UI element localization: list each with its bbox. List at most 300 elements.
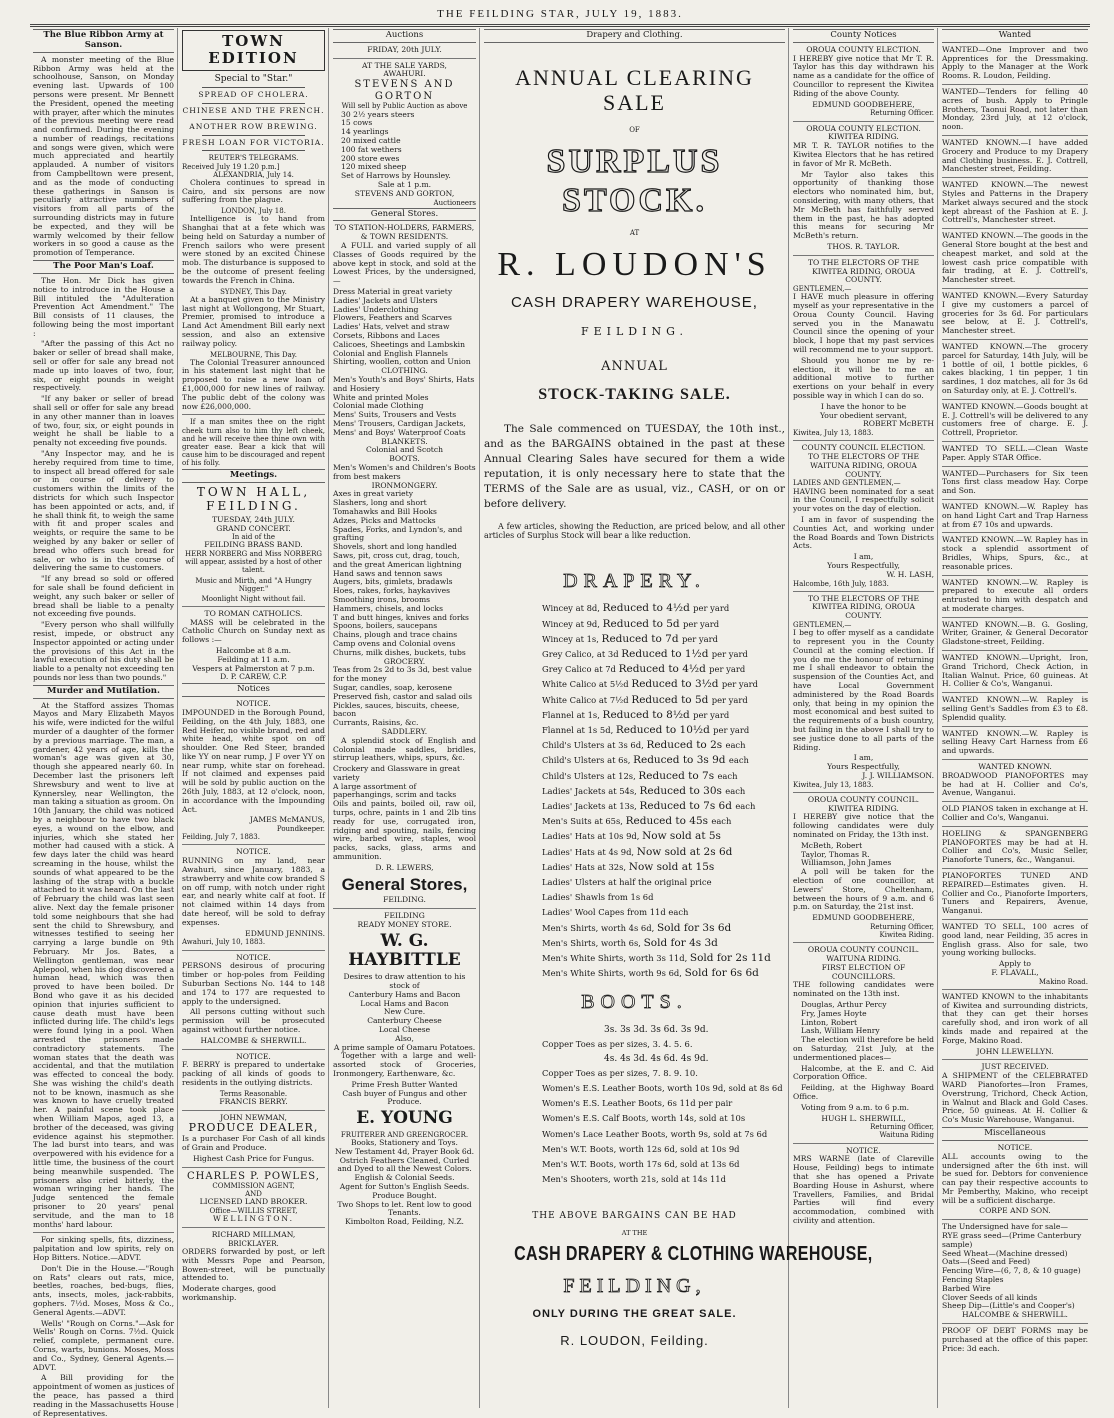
auction-date: FRIDAY, 20th JULY. <box>367 44 442 54</box>
cash-warehouse-title: CASH DRAPERY & CLOTHING WAREHOUSE, <box>514 1243 873 1266</box>
price-unit: per yard <box>711 648 748 659</box>
auction-item: 120 mixed sheep <box>341 162 407 172</box>
notice-text: PERSONS desirous of procuring timber or hop-poles from Feilding Suburban Sections No. 144 to 148 and 174 to 177 are requested to apply to the undersigned. <box>182 961 325 1006</box>
notice-closing: Yours Respectfully, <box>827 560 900 570</box>
notice-signature: Poundkeeper. <box>276 825 325 834</box>
store-item: Chains, plough and trace chains <box>333 630 458 640</box>
original-price: Ladies' Jackets at 13s, <box>542 800 640 811</box>
original-price: Ladies' Hats at 10s 9d, <box>542 831 643 842</box>
boot-price-list <box>484 1081 785 1187</box>
warehouse-name: CASH DRAPERY WAREHOUSE, <box>511 294 758 312</box>
divider <box>942 989 1088 990</box>
divider <box>202 119 305 120</box>
annual-label: ANNUAL <box>601 358 668 374</box>
store-item: Adzes, Picks and Mattocks <box>333 515 436 525</box>
original-price: Men's White Shirts, worth 3s 11d, <box>542 953 690 964</box>
price-unit: per yard <box>693 709 730 720</box>
dateline: SYDNEY, This Day. <box>220 287 287 296</box>
telegram-text: Intelligence is to hand from Shanghai that at a fete which was being held on Saturday a number of French sailors who were present were stoned by an excited Chinese mob. The disturbance is supposed to be the outcome of present feeling towards the French in China. <box>182 214 325 285</box>
special-label: Special to "Star." <box>214 73 293 84</box>
store-item: A large assortment of paperhangings, scrim and tacks <box>333 781 457 800</box>
store-category: CLOTHING. <box>381 366 428 376</box>
town-name: FEILDING. <box>581 324 688 338</box>
sale-item: Barbed Wire <box>942 1283 991 1293</box>
notice-closing: I have the honor to be <box>820 401 907 411</box>
notice-signature: ROBERT McBETH <box>863 419 934 429</box>
column-6 <box>939 28 1091 1408</box>
advert-line: Cash buyer of Fungus and other Produce. <box>342 1088 467 1107</box>
sale-item: Oats—(Seed and Feed) <box>942 1257 1031 1267</box>
wanted-item: OLD PIANOS taken in exchange at H. Collier and Co's, Wanganui. <box>942 804 1088 823</box>
price-row <box>542 769 785 784</box>
notice-signature: Returning Officer. <box>870 109 934 118</box>
column-3 <box>330 28 480 1408</box>
divider <box>793 255 934 256</box>
price-row <box>542 799 785 814</box>
haybittle-title: W. G. HAYBITTLE <box>348 930 461 971</box>
advert-name: JOHN NEWMAN, <box>220 1112 287 1122</box>
hall-concert: GRAND CONCERT. <box>216 523 291 533</box>
notice-text: F. BERRY is prepared to undertake packing of all kinds of goods to residents in the outlying districts. <box>182 1060 325 1087</box>
advert-line: Two Shops to let. Rent low to good Tenants. <box>337 1199 472 1218</box>
store-item: Teas from 2s 2d to 3s 3d, best value for the money <box>333 665 472 684</box>
store-item: Saws, pit, cross cut, drag, touch, and the great American lightning <box>333 550 462 569</box>
price-unit: per yard <box>721 679 758 690</box>
notice-greeting: GENTLEMEN,— <box>793 621 852 630</box>
notice-signature: HALCOMBE & SHERWILL. <box>200 1035 307 1045</box>
divider <box>942 650 1088 651</box>
boot-sizes: 3s. 3s 3d. 3s 6d. 3s 9d. <box>604 1024 709 1035</box>
notice-text: I HEREBY give notice that Mr T. R. Taylor has this day withdrawn his name as a candidate for the office of Councillor to represent the Kiwitea Riding of the above County. <box>793 53 934 98</box>
wanted-item: WANTED KNOWN.—Goods bought at E. J. Cottrell's will be delivered to any customers free of charge. E. J. Cottrell, Proprietor. <box>942 401 1088 438</box>
auction-text: Sale at 1 p.m. <box>377 179 432 189</box>
notice-signature: JAMES McMANUS, <box>249 815 325 825</box>
original-price: Ladies' Hats at 32s, <box>542 861 629 872</box>
wanted-item: A SHIPMENT of the CELEBRATED WARD Pianofortes—Iron Frames, Overstrung, Trichord, Check Action, in Walnut and Black and Gold Cases. Price, 50 guineas. At H. Collier & Co's Music Warehouse, Wanganui. <box>942 1071 1088 1125</box>
telegram-headline: CHINESE AND THE FRENCH. <box>182 106 325 116</box>
divider <box>793 1143 934 1144</box>
store-item: Calicoes, Sheetings and Lambskin <box>333 339 466 349</box>
notice-heading: TO THE ELECTORS OF THE KIWITEA RIDING, OROUA COUNTY. <box>807 593 920 621</box>
candidate-name: Linton, Robert <box>801 1017 858 1027</box>
notice-greeting: GENTLEMEN,— <box>793 285 852 294</box>
notice-closing: I am, <box>853 552 874 562</box>
notice-heading: NOTICE. <box>236 952 271 962</box>
notice-text: I beg to offer myself as a candidate to represent you in the County Council at the coming election. If you do me the honour of returning me I shall endeavor to obtain the suspension of the Counties Act, and have Local Government administered by the Road Boards only, that being in my opinion the most economical and best suited to the requirements of a bush country, but failing in the above I shall try to see justice done to all parts of the Riding. <box>793 628 934 752</box>
original-price: Men's Shirts, worth 6s, <box>542 937 644 948</box>
price-row <box>542 677 785 692</box>
boot-price-row: Women's E.S. Leather Boots, 6s 11d per pair <box>542 1098 733 1109</box>
divider <box>182 1167 325 1168</box>
store-category: IRONMONGERY. <box>371 480 438 490</box>
received-heading: JUST RECEIVED. <box>981 1062 1049 1072</box>
advert-text: Together with a large and well-assorted stock of Groceries, Ironmongery, Earthenware, &c. <box>333 1051 476 1078</box>
sale-item: Seed Wheat—(Machine dressed) <box>942 1248 1068 1258</box>
store-item: T and butt hinges, knives and forks <box>333 612 469 622</box>
original-price: Child's Ulsters at 6s, <box>542 755 634 766</box>
store-item: Hoes, rakes, forks, haykavives <box>333 586 450 596</box>
original-price: White Calico at 5½d <box>542 679 632 690</box>
store-item: Dress Material in great variety <box>333 287 453 297</box>
notice-text: I HEREBY give notice that the following candidates were duly nominated on Friday, the 13th inst. <box>793 812 934 839</box>
reduced-price: Reduced to 1½d <box>621 647 712 660</box>
notice-heading: WAITUNA RIDING. <box>826 953 901 963</box>
notice-signature: Returning Officer, <box>870 922 934 931</box>
original-price: White Calico at 7½d <box>542 694 632 705</box>
store-item: Mens' Trousers, Cardigan Jackets, Mens' and Boys' Waterproof Coats <box>333 419 466 437</box>
divider <box>182 606 325 607</box>
price-row <box>542 860 785 875</box>
reduced-price: Reduced to 45s <box>625 815 712 828</box>
candidate-list <box>793 1001 934 1036</box>
original-price: Flannel at 1s, <box>542 709 603 720</box>
wanted-item: WANTED KNOWN.—The goods in the General Store bought at the best and cheapest market, and sold at the lowest cash price compatible with fair trading, at E. J. Cottrell's, Manchester street. <box>942 231 1088 285</box>
price-row <box>542 647 785 662</box>
auction-item: 30 2½ years steers <box>341 109 415 119</box>
article-title: The Poor Man's Loaf. <box>33 260 174 274</box>
auction-place: AWAHURI. <box>383 69 426 79</box>
price-unit: each <box>725 785 746 796</box>
telegram-text: The Colonial Treasurer announced in his statement last night that he proposed to raise a new loan of £1,000,000 for new lines of railway. The public debt of the colony was now £26,000,000. <box>182 357 325 411</box>
notice-text: IMPOUNDED in the Borough Pound, Feilding, on the 4th July, 1883, one Red Heifer, no visible brand, red and white head, white spot on off shoulder. One Red Steer, branded like YY on near rump, J F over YY on near rump, white star on forehead. If not claimed and expenses paid will be sold by public auction on the 26th July, 1883, at 12 o'clock, noon, in accordance with the Impounding Act. <box>182 707 325 814</box>
wanted-signature: Makino Road. <box>1038 977 1088 986</box>
original-price: Grey Calico, at 3d <box>542 648 622 659</box>
wanted-item: WANTED TO SELL.—Clean Waste Paper. Apply STAR Office. <box>942 443 1088 462</box>
wanted-signature: JOHN LLEWELLYN. <box>976 1046 1054 1056</box>
store-items <box>333 490 476 657</box>
store-item: White and printed Moles <box>333 392 429 402</box>
notice-signature: EDMUND GOODBEHERE, <box>812 913 915 923</box>
advert-name: CHARLES P. POWLES, <box>187 1170 320 1182</box>
article-paragraph: At the Stafford assizes Thomas Mayos and Mary Elizabeth Mayos his wife, were indicted for the wilful murder of a daughter of the former by a previous marriage. The man, a gardener, 42 years of age, kills the woman's age was given at 30, though she appeared nearly 60. In December last the prisoners left Shrewsbury and went to live at Kynnersley, near Wellington, the man taking a situation as groom. On 10th January, the child was noticed by a neighbour to have two black eyes, a wound on the elbow, and injuries, which she stated her mother had caused with a stick. A few days later the child was heard screaming in the house, whilst the sounds of what appeared to be the lashing of the strap with a buckle attached to it was heard. On the last of February the child was last seen alive. Next day the female prisoner told some neighbours that she had sent the child to Shrewsbury, and witnesses testified to seeing her carrying a large bundle on 9th February. Mr Jos. Bates, a Wellington gentleman, was near Aplepool, when his dog discovered a human head, which was then proved to have been boiled. Dr Bond who gave it as his decided opinion that injuries sufficient to cause death must have been inflicted during life. The child's legs were found lying in a pool. When arrested the prisoners made contradictory statements. The woman states that the death was accidental, and that the mutilation was effected to conceal the body. She was wishing the child's death not to be known, inasmuch as she was known to have cruelly treated her. A painful scene took place when William Mapos, aged 13, a brother of the deceased, was giving evidence against his stepmother. The lad burst into tears, and was overpowered with his evidence for a little time, the business of the court being meanwhile suspended. The prisoners also cried bitterly, the woman wringing her hands. The Judge sentenced the female prisoner to 20 years' penal servitude, and the man to 18 months' hard labour. <box>33 700 174 1229</box>
divider <box>942 288 1088 289</box>
notice-heading: OROUA COUNTY ELECTION. <box>806 44 921 54</box>
advert-line: Prime Fresh Butter Wanted <box>351 1079 458 1089</box>
advert-text: For sinking spells, fits, dizziness, palpitation and low spirits, rely on Hop Bitters. Notice.—ADVT. <box>33 1235 174 1263</box>
boot-price-row: Women's E.S. Leather Boots, worth 10s 9d, sold at 8s 6d <box>542 1083 783 1094</box>
at-the: AT THE <box>621 1228 648 1237</box>
notice-date: Kiwitea, July 13, 1883. <box>793 429 874 438</box>
divider <box>182 1227 325 1228</box>
auction-item: 20 mixed cattle <box>341 135 401 145</box>
notice-closing: Your obedient servant, <box>819 410 908 420</box>
store-item: Flowers, Feathers and Scarves <box>333 313 452 323</box>
notice-date: Feilding, July 7, 1883. <box>182 833 260 842</box>
wanted-signature: F. FLAVALL, <box>991 967 1039 977</box>
store-text: A splendid stock of English and Colonial made saddles, bridles, stirrup leathers, whips, spurs, &c. <box>333 735 476 763</box>
store-category: GROCERY. <box>383 656 426 666</box>
notice-text: The election will therefore be held on Saturday, 21st July, at the undermentioned places— <box>793 1035 935 1062</box>
stock-taking-title: STOCK-TAKING SALE. <box>538 385 731 403</box>
rc-title: TO ROMAN CATHOLICS. <box>204 608 303 618</box>
advert-text: Is a purchaser For Cash of all kinds of Grain and Produce. <box>182 1134 325 1152</box>
store-item: Ladies' Underclothing <box>333 304 419 314</box>
notice-heading: NOTICE. <box>236 847 271 857</box>
rc-line: Feilding at 11 a.m. <box>217 654 290 664</box>
divider <box>942 575 1088 576</box>
store-item: Spoons, boilers, saucepans <box>333 621 438 631</box>
advert-text: Moderate charges, good workmanship. <box>182 1284 277 1302</box>
price-unit: each <box>717 770 738 781</box>
store-owner: D. R. LEWERS, <box>375 862 434 872</box>
advert-line: Canterbury Hams and Bacon <box>348 989 461 999</box>
store-item: Men's Youth's and Boys' Shirts, Hats and Hosiery <box>333 375 475 393</box>
boot-price-row: Men's Shooters, worth 21s, sold at 14s 11d <box>542 1174 726 1185</box>
loudon-name: R. LOUDON'S <box>497 245 772 283</box>
divider <box>942 868 1088 869</box>
price-row <box>542 814 785 829</box>
store-item: Smoothing irons, brooms <box>333 594 431 604</box>
notice-signature: J. J. WILLIAMSON. <box>862 770 934 780</box>
general-stores-title: General Stores, <box>341 874 468 894</box>
divider <box>333 908 476 909</box>
original-price: Ladies' Shawls from 1s 6d <box>542 892 654 903</box>
divider <box>182 414 325 415</box>
store-item: Currants, Raisins, &c. <box>333 718 419 728</box>
store-item: Corsets, Ribbons and Laces <box>333 331 440 341</box>
store-item: Shovels, short and long handled <box>333 542 457 552</box>
divider <box>333 58 476 59</box>
masthead: THE FEILDING STAR, JULY 19, 1883. <box>30 4 1090 27</box>
divider <box>942 177 1088 178</box>
dateline: LONDON, July 18. <box>221 207 286 216</box>
store-item: Colonial made Clothing <box>333 401 424 411</box>
store-item: Hand saws and tennon saws <box>333 568 443 578</box>
reduced-price: Sold for 2s 11d <box>689 952 771 965</box>
boot-price-row: Women's Lace Leather Boots, worth 9s, sold at 7s 6d <box>542 1128 768 1139</box>
telegram-text: At a banquet given to the Ministry last night at Wollongong, Mr Stuart, Premier, promised to introduce a Land Act Amendment Bill early next session, and also an extensive railway policy. <box>182 294 325 348</box>
boot-sizes: 4s. 4s 3d. 4s 6d. 4s 9d. <box>604 1053 709 1064</box>
store-category: SADDLERY. <box>381 726 428 736</box>
copper-toes: Copper Toes as per sizes, 3. 4. 5. 6. <box>542 1038 693 1049</box>
telegram-headline: SPREAD OF CHOLERA. <box>198 90 309 100</box>
price-unit: each <box>728 755 749 766</box>
notice-closing: Yours Respectfully, <box>827 762 900 772</box>
original-price: Ladies' Ulsters at half the original price <box>542 877 712 887</box>
only-during: ONLY DURING THE GREAT SALE. <box>532 1307 737 1320</box>
advert-line: COMMISSION AGENT, <box>212 1182 295 1191</box>
advert-line: New Cure. <box>383 1007 426 1017</box>
notice-heading: COUNTY COUNCIL ELECTION. <box>801 443 926 453</box>
sale-of: OF <box>629 125 640 134</box>
notice-date: Kiwitea, July 13, 1883. <box>793 780 874 789</box>
telegram-headline: FRESH LOAN FOR VICTORIA. <box>182 137 325 147</box>
wanted-item: WANTED KNOWN.—B. G. Gosling, Writer, Grainer, & General Decorator Gladstone-street, Feilding. <box>942 619 1088 647</box>
store-item: Ladies' Hats, velvet and straw <box>333 322 450 332</box>
price-row <box>542 723 785 738</box>
advert-text: ORDERS forwarded by post, or left with Messrs Pope and Pearson, Bowen-street, will be punctually attended to. <box>182 1246 325 1283</box>
divider <box>942 826 1088 827</box>
notice-signature: FRANCIS BERRY. <box>219 1096 288 1106</box>
divider <box>182 844 325 845</box>
column-2 <box>179 28 329 1408</box>
column-5 <box>790 28 938 1408</box>
divider <box>942 1059 1088 1060</box>
wanted-item: WANTED KNOWN.—W. Rapley is selling Heavy Cart Harness from £6 and upwards. <box>942 728 1088 756</box>
notice-text: I HAVE much pleasure in offering myself as your representative in the Oroua County Council. Having served you in the Manawatu Council since the opening of your block, I hope that my past services will recommend me to your support. <box>793 292 934 354</box>
price-row <box>542 632 785 647</box>
article-paragraph: "After the passing of this Act no baker or seller of bread shall make, sell or offer for sale any bread not made up into loaves of two, four, six, or eight pounds in weight respectively. <box>33 339 174 393</box>
store-category: BOOTS. <box>389 454 420 464</box>
price-row <box>542 875 785 890</box>
sale-heading: The Undersigned have for sale— <box>942 1222 1068 1232</box>
divider <box>942 532 1088 533</box>
section-header: Wanted <box>942 29 1088 43</box>
store-item: Slashers, long and short <box>333 498 427 508</box>
reduced-price: Now sold at 5s <box>642 830 721 843</box>
original-price: Grey Calico at 7d <box>542 664 619 675</box>
hall-title: TOWN HALL, FEILDING. <box>196 484 311 513</box>
notice-text: Voting from 9 a.m. to 6 p.m. <box>801 1102 910 1112</box>
original-price: Wincey at 8d, <box>542 603 603 614</box>
divider <box>942 1219 1088 1220</box>
article-paragraph: "If any bread so sold or offered for sale shall be found deficient in weight, any such baker or seller of bread shall be liable to a penalty not exceeding five pounds. <box>33 574 174 619</box>
price-unit: per yard <box>681 633 719 644</box>
store-item: Sugar, candles, soap, kerosene <box>333 682 453 692</box>
candidate-name: Williamson, John James <box>801 858 892 868</box>
divider <box>202 87 305 88</box>
young-title: E. YOUNG <box>356 1108 453 1129</box>
received-time: Received July 19 1.20 p.m.] <box>182 162 280 171</box>
divider <box>793 942 934 943</box>
hall-text: Moonlight Night without fail. <box>201 594 306 603</box>
advert-line: English & Colonial Seeds. <box>354 1173 455 1183</box>
notice-text: ALL accounts owing to the undersigned after the 6th inst. will be sued for. Debtors for convenience can pay their respective accounts to Mr Pemberthy, Makino, who receipt will be a sufficient discharge. <box>942 1151 1088 1205</box>
store-item: Pickles, sauces, biscuits, cheese, bacon <box>333 700 460 719</box>
auction-item: 100 fat wethers <box>341 144 402 154</box>
divider <box>942 84 1088 85</box>
notice-signature: THOS. R. TAYLOR. <box>827 241 900 251</box>
store-item: Men's Women's and Children's Boots from best makers <box>333 463 476 481</box>
advert-line: LICENSED LAND BROKER. <box>199 1197 308 1207</box>
divider <box>942 726 1088 727</box>
advert-heading: PRODUCE DEALER, <box>188 1121 319 1135</box>
notice-date: Halcombe, 16th July, 1883. <box>793 579 889 588</box>
advert-text: Don't Die in the House.—"Rough on Rats" clears out rats, mice, beetles, roaches, bed-bugs, flies, ants, insects, moles, jack-rabbits, gophers. 7½d. Moses, Moss & Co., General Agents.—ADVT. <box>33 1263 174 1317</box>
auction-place: AT THE SALE YARDS, <box>362 60 447 70</box>
notice-text: Feilding, at the Highway Board Office. <box>793 1083 934 1101</box>
price-row <box>542 601 785 616</box>
filler-text: If a man smites thee on the right cheek turn also to him thy left cheek, and he will receive thee thine own with greater ease. Bear a kick that will cause him to be discouraged and repent of his folly. <box>182 418 325 467</box>
reduced-price: Reduced to 7d <box>601 632 682 645</box>
store-item: Mens' Suits, Trousers and Vests <box>333 410 457 420</box>
wanted-line: Apply to <box>999 959 1031 969</box>
divider <box>942 399 1088 400</box>
wanted-item: WANTED KNOWN.—I have added Grocery and Produce to my Drapery and Clothing business. E. J. Cottrell, Manchester street, Feilding. <box>942 138 1088 174</box>
reduced-price: Reduced to 10½d <box>615 723 714 736</box>
store-item: Augers, bits, gimlets, bradawls <box>333 577 453 587</box>
store-category: BLANKETS. <box>381 436 428 446</box>
original-price: Child's Ulsters at 12s, <box>542 770 639 781</box>
reduced-price: Reduced to 3½d <box>631 678 722 691</box>
notice-heading: NOTICE. <box>846 1145 881 1155</box>
wanted-item: PIANOFORTES TUNED AND REPAIRED—Estimates given. H. Collier and Co., Pianoforte Importers, Tuners and Repairers, Avenue, Wanganui. <box>942 871 1088 916</box>
wanted-item: WANTED—One Improver and two Apprentices for the Dressmaking. Apply to the Manager at the Work Rooms. R. Loudon, Feilding. <box>942 44 1088 81</box>
candidate-name: Lash, William Henry <box>801 1026 880 1036</box>
auction-signature: Auctioneers <box>433 198 476 207</box>
notice-signature: EDMUND GOODBEHERE, <box>812 99 915 109</box>
divider <box>793 440 934 441</box>
original-price: Child's Ulsters at 3s 6d, <box>542 740 647 751</box>
reduced-price: Reduced to 30s <box>639 784 726 797</box>
wanted-item: WANTED KNOWN.—W. Rapley is selling Gent's Saddles from £3 to £8. Splendid quality. <box>942 695 1088 722</box>
notice-heading: NOTICE. <box>236 699 271 709</box>
store-place: FEILDING. <box>383 895 426 905</box>
store-item: Shirting, woollen, cotton and Union <box>333 357 471 367</box>
notice-heading: KIWITEA RIDING. <box>828 132 899 142</box>
divider <box>942 801 1088 802</box>
sale-item: Sheep Dip—(Little's and Cooper's) <box>942 1301 1075 1311</box>
reduced-price: Reduced to 4½d <box>602 602 694 615</box>
original-price: Men's White Shirts, worth 9s 6d, <box>542 968 685 979</box>
advert-line: Kimbolton Road, Feilding, N.Z. <box>345 1217 464 1227</box>
advert-line: Produce Bought. <box>372 1190 437 1200</box>
price-unit: each <box>725 740 746 751</box>
rc-signature: D. P. CAREW, C.P. <box>220 672 287 682</box>
reduced-price: Reduced to 2s <box>646 739 726 752</box>
divider <box>942 759 1088 760</box>
divider <box>33 1232 174 1233</box>
wanted-item: WANTED KNOWN.—W. Rapley has in stock a splendid assortment of Bridles, Whips, Spurs, &c., at reasonable prices. <box>942 535 1088 571</box>
wanted-item: WANTED KNOWN.—W. Rapley is prepared to execute all orders entrusted to him with despatch and at moderate charges. <box>942 577 1088 613</box>
notice-heading: KIWITEA RIDING. <box>828 803 899 813</box>
section-header: Drapery and Clothing. <box>484 29 785 43</box>
store-text: Oils and paints, boiled oil, raw oil, turps, ochre, paints in 1 and 2lb tins ready for use, corrugated iron, ridging and spouting, nails, fencing wire, barbed wire, staples, wool packs, sacks, glass, arms and ammunition. <box>333 799 476 862</box>
advert-text: Wells' "Rough on Corns."—Ask for Wells' Rough on Corns. 7½d. Quick relief, complete, permanent cure. Corns, warts, bunions. Moses, Moss and Co., Sydney, General Agents.—ADVT. <box>33 1318 174 1372</box>
store-item: Ladies' Jackets and Ulsters <box>333 295 438 305</box>
auction-item: 15 cows <box>341 118 373 128</box>
candidate-name: Taylor, Thomas R. <box>801 849 870 859</box>
sale-item: RYE grass seed—(Prime Canterbury sample) <box>942 1231 1082 1249</box>
sale-note: A few articles, showing the Reduction, are priced below, and all other articles of Surplus Stock will bear a like reduction. <box>484 521 785 540</box>
original-price: Men's Suits at 65s, <box>542 816 626 827</box>
advert-line: Also, <box>395 1033 414 1043</box>
wanted-item: WANTED KNOWN.—Upright, Iron, Grand Trichord, Check Action, in Italian Walnut. Price, 60 guineas. At H. Collier & Co's, Wanganui. <box>942 653 1088 689</box>
notice-signature: Waituna Riding <box>879 1131 934 1140</box>
price-row <box>542 966 785 981</box>
original-price: Wincey at 1s, <box>542 633 602 644</box>
divider <box>793 792 934 793</box>
advert-text: A Bill providing for the appointment of women as justices of the peace, has passed a third reading in the Massachusetts House of Representatives. <box>33 1373 175 1418</box>
advert-line: Local Hams and Bacon <box>360 998 449 1008</box>
wanted-item: WANTED KNOWN.—The newest Styles and Patterns in the Drapery Market always secured and the stock kept abreast of the Fashion at E. J. Cottrell's, Manchester street. <box>942 180 1088 225</box>
price-row <box>542 829 785 844</box>
notice-heading: OROUA COUNTY COUNCIL. <box>807 945 920 955</box>
notice-greeting: LADIES AND GENTLEMEN,— <box>793 479 901 488</box>
auction-items <box>333 111 476 181</box>
price-unit: per yard <box>711 694 748 705</box>
divider <box>942 228 1088 229</box>
price-unit: per yard <box>709 664 746 675</box>
article-body: A monster meeting of the Blue Ribbon Army was held at the schoolhouse, Sanson, on Monday evening last. Upwards of 100 persons were present. Mr Bennett the President, opened the meeting with prayer, after which the minutes of the previous meeting were read and confirmed. During the evening a number of readings, recitations and songs were given, which were much appreciated and heartily applauded. A number of visitors from Campbelltown were present, and as the mode of conducting these gatherings in Sanson is peculiarly attractive numbers of visitors from all parts of the surrounding districts may in future be expected, and they will be warmly welcomed by their fellow workers in so good a cause as the promotion of Temperance. <box>33 54 174 258</box>
notice-heading: NOTICE. <box>236 1051 271 1061</box>
article-paragraph: The Hon. Mr Dick has given notice to introduce in the House a Bill intituled the "Adulteration Prevention Act Amendment." The Bill consists of 11 clauses, the following being the most important : <box>33 275 174 338</box>
divider <box>942 617 1088 618</box>
advert-name: RICHARD MILLMAN, <box>211 1230 296 1240</box>
boot-price-row: Men's W.T. Boots, worth 17s 6d, sold at 13s 6d <box>542 1159 740 1170</box>
reduced-price: Reduced to 8½d <box>602 708 694 721</box>
sale-at: AT <box>629 228 640 237</box>
notice-signature: CORPE AND SON. <box>979 1206 1051 1216</box>
store-item: Tomahawks and Bill Hooks <box>333 506 437 516</box>
advert-signature: R. LOUDON, Feilding. <box>560 1332 709 1348</box>
notice-text: A poll will be taken for the election of one councillor, at Lewers' Store, Cheltenham, between the hours of 9 a.m. and 6 p.m. on Saturday, the 21st inst. <box>793 867 934 912</box>
auction-item: 14 yearlings <box>341 127 389 137</box>
reduced-price: Reduced to 5d <box>631 693 712 706</box>
wanted-known-heading: WANTED KNOWN. <box>978 762 1052 772</box>
advert-line: AND <box>245 1190 262 1199</box>
notice-signature: HUGH L. SHERWILL, <box>821 1113 906 1123</box>
